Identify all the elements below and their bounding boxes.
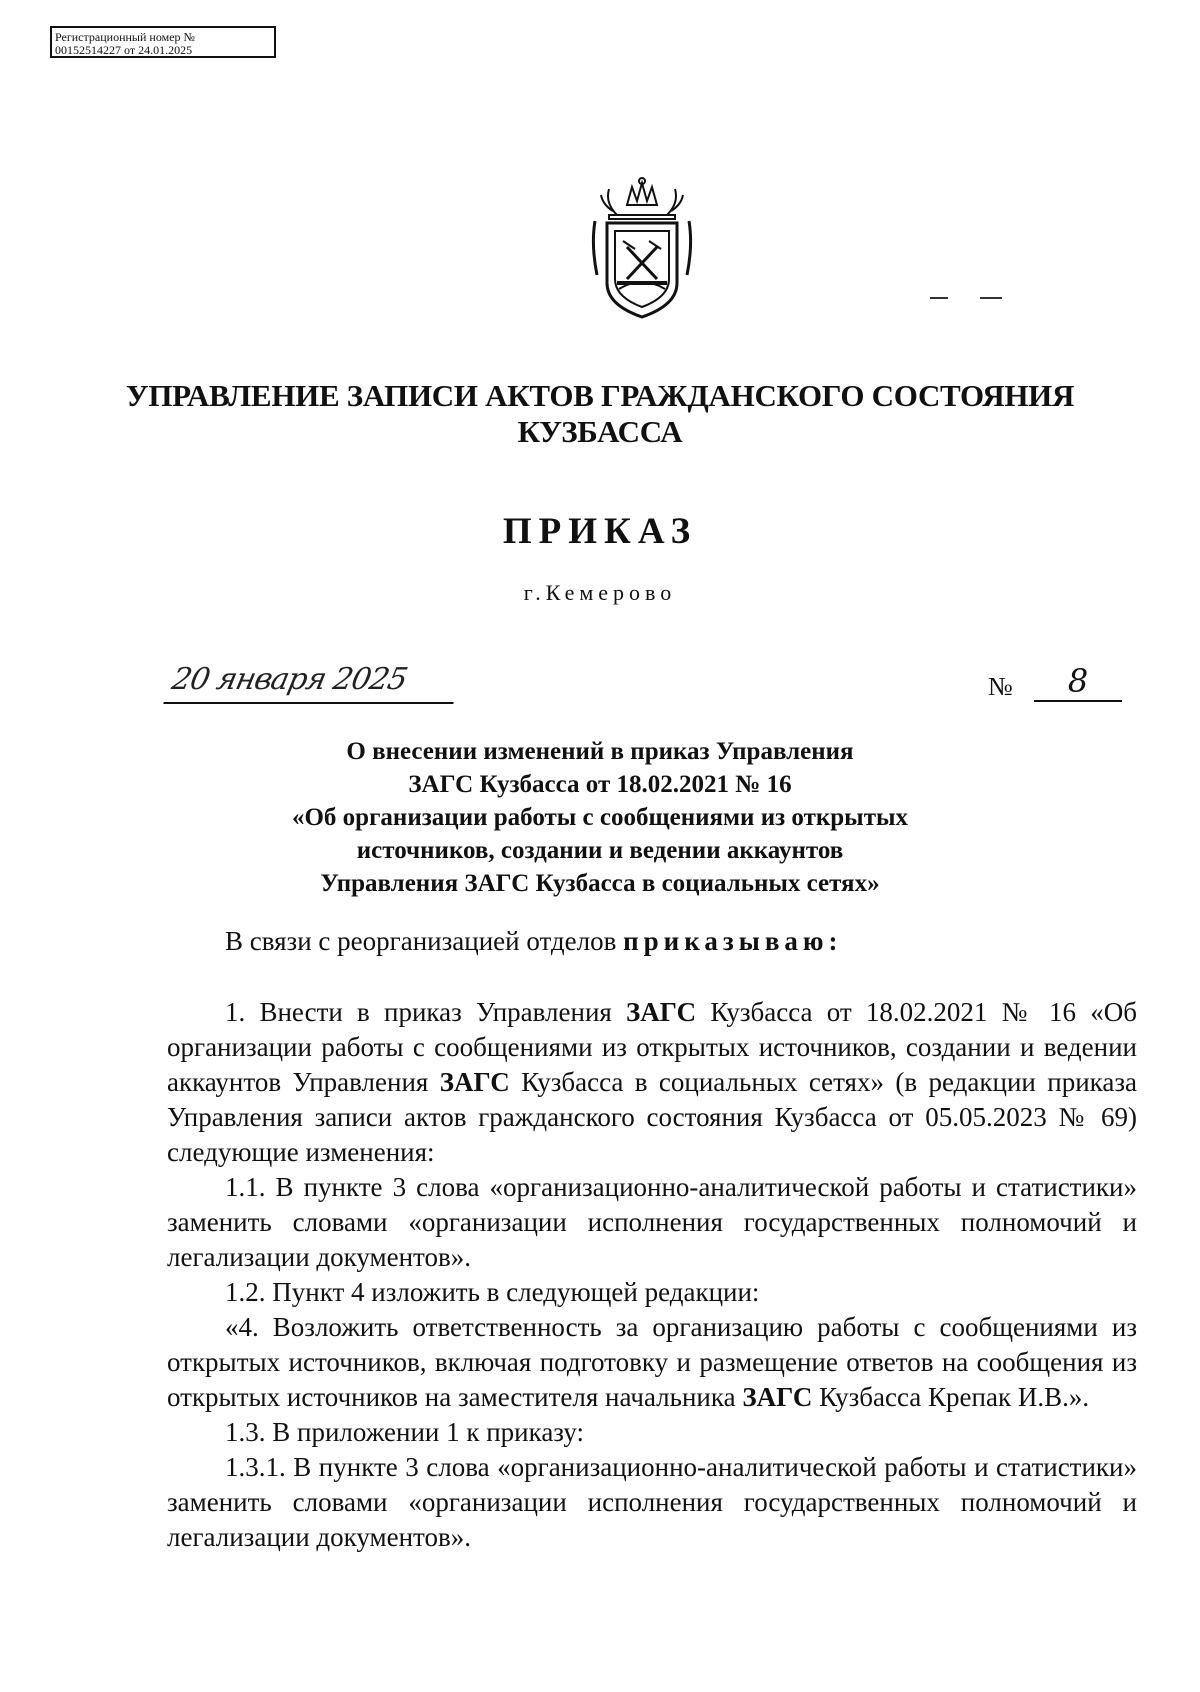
- decorative-dashes: [930, 296, 1010, 300]
- subject-line-4: источников, создании и ведении аккаунтов: [356, 837, 844, 864]
- registration-label: Регистрационный номер №: [55, 30, 195, 44]
- registration-number: 00152514227 от 24.01.2025: [55, 43, 193, 57]
- document-body: [167, 924, 1137, 1555]
- org-line-2: КУЗБАССА: [517, 414, 683, 449]
- paragraph-item-4: [167, 1310, 1137, 1415]
- paragraph-1-3: 1.3. В приложении 1 к приказу:: [225, 1417, 585, 1447]
- item4-bold: ЗАГС: [742, 1382, 813, 1412]
- paragraph-1-2: 1.2. Пункт 4 изложить в следующей редакции:: [225, 1277, 760, 1307]
- registration-stamp: [50, 26, 276, 58]
- subject-line-3: «Об организации работы с сообщениями из открытых: [291, 804, 908, 831]
- item4-text-b: Кузбасса Крепак И.В.».: [812, 1382, 1090, 1412]
- intro-paragraph: [225, 924, 1137, 959]
- subject-line-1: О внесении изменений в приказ Управления: [346, 738, 854, 765]
- document-type: ПРИКАЗ: [502, 511, 698, 552]
- document-subject: [0, 735, 1200, 900]
- intro-text: В связи с реорганизацией отделов: [225, 926, 624, 956]
- subject-line-2: ЗАГС Кузбасса от 18.02.2021 № 16: [408, 771, 792, 798]
- handwritten-date: 20 января 2025: [163, 660, 462, 704]
- p1-text-c: Кузбасса в социальных сетях» (в редакции приказа Управления записи актов гражданского состояния Кузбасса от 05.05.2023 № 69) следующие изменения:: [167, 1067, 1137, 1167]
- handwritten-number: 8: [1034, 662, 1122, 702]
- organization-name: [0, 378, 1200, 450]
- number-label: №: [988, 672, 1013, 701]
- p1-text-a: 1. Внести в приказ Управления: [225, 997, 627, 1027]
- item4-text-a: «4. Возложить ответственность за организацию работы с сообщениями из открытых источников, включая подготовку и размещение ответов на сообщения из открытых источников на заместителя начальника: [167, 1312, 1137, 1412]
- paragraph-1-1: 1.1. В пункте 3 слова «организационно-аналитической работы и статистики» заменить словами «организации исполнения государственных полномочий и легализации документов».: [167, 1172, 1137, 1272]
- paragraph-1-3-1: 1.3.1. В пункте 3 слова «организационно-аналитической работы и статистики» заменить словами «организации исполнения государственных полномочий и легализации документов».: [167, 1452, 1137, 1552]
- p1-bold-b: ЗАГС: [439, 1067, 510, 1097]
- org-line-1: УПРАВЛЕНИЕ ЗАПИСИ АКТОВ ГРАЖДАНСКОГО СОСТОЯНИЯ: [125, 378, 1075, 413]
- coat-of-arms-icon: [587, 175, 697, 325]
- order-word: приказываю:: [623, 926, 843, 956]
- paragraph-1: [167, 995, 1137, 1170]
- subject-line-5: Управления ЗАГС Кузбасса в социальных сетях»: [320, 870, 880, 897]
- p1-bold-a: ЗАГС: [626, 997, 697, 1027]
- city: г.Кемерово: [523, 580, 677, 605]
- p1-text-b: Кузбасса от 18.02.2021 № 16 «Об организации работы с сообщениями из открытых источников, создании и ведении аккаунтов Управления: [167, 997, 1137, 1097]
